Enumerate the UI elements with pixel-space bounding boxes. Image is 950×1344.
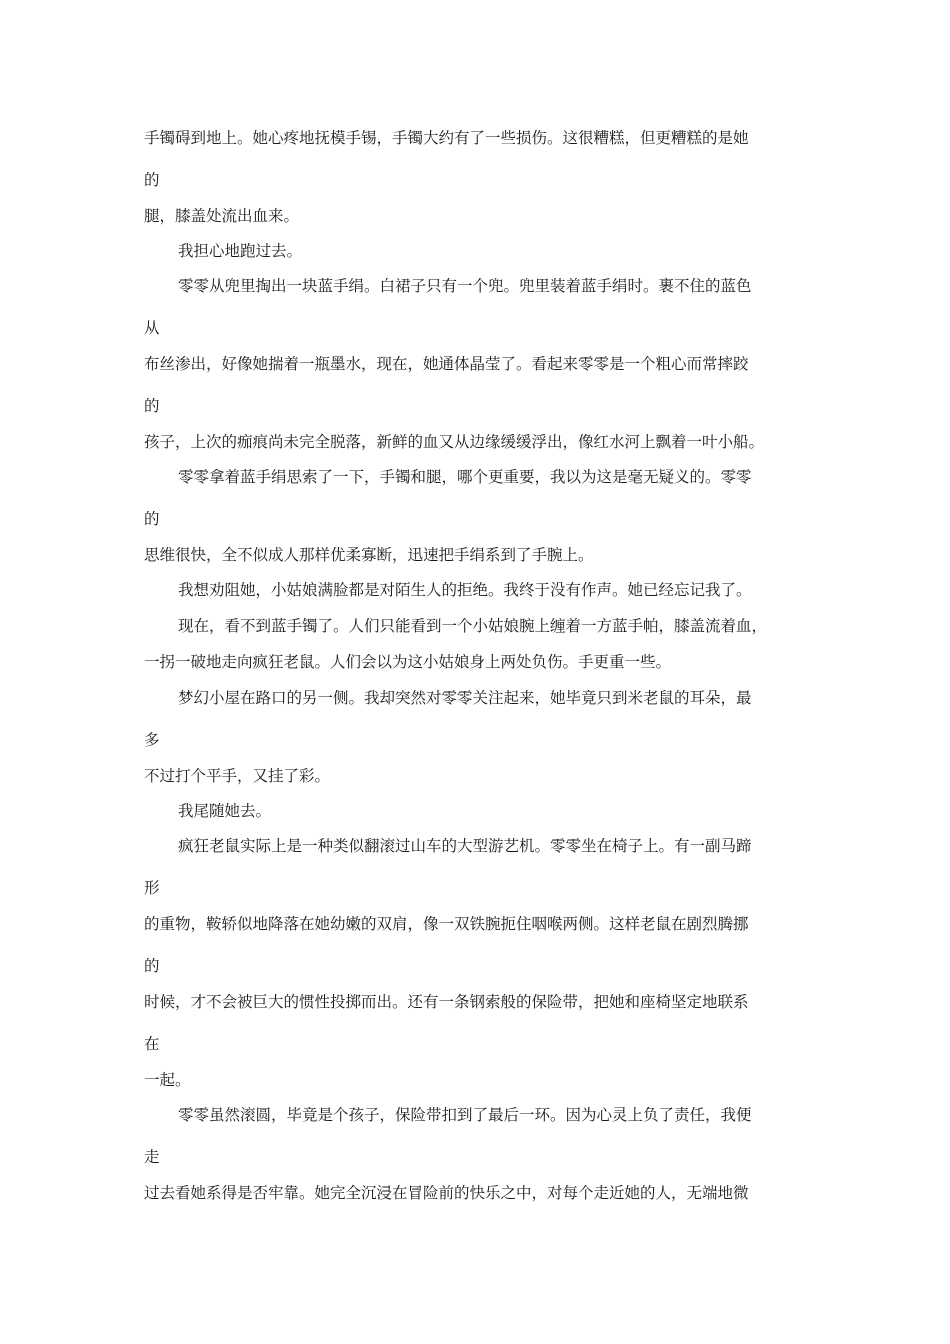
text-line: 零零虽然滚圆，毕竟是个孩子，保险带扣到了最后一环。因为心灵上负了责任，我便 <box>178 1106 752 1124</box>
text-line: 的重物，鞍轿似地降落在她幼嫩的双肩，像一双铁腕扼住咽喉两侧。这样老鼠在剧烈腾挪 <box>144 915 749 933</box>
text-line: 腿，膝盖处流出血来。 <box>144 207 300 225</box>
text-line: 从 <box>144 319 160 337</box>
text-line: 的 <box>144 397 160 415</box>
text-line: 走 <box>144 1148 160 1166</box>
text-line: 一拐一破地走向疯狂老鼠。人们会以为这小姑娘身上两处负伤。手更重一些。 <box>144 653 672 671</box>
text-line: 手镯碍到地上。她心疼地抚模手锡，手镯大约有了一些损伤。这很糟糕，但更糟糕的是她 <box>144 129 749 147</box>
text-line: 时候，才不会被巨大的惯性投掷而出。还有一条钢索般的保险带，把她和座椅坚定地联系 <box>144 993 749 1011</box>
text-line: 零零从兜里掏出一块蓝手绢。白裙子只有一个兜。兜里装着蓝手绢时。裹不住的蓝色 <box>178 277 752 295</box>
text-line: 形 <box>144 879 160 897</box>
text-line: 的 <box>144 171 160 189</box>
text-line: 我尾随她去。 <box>178 802 272 820</box>
text-line: 孩子，上次的痂痕尚未完全脱落，新鲜的血又从边缘缓缓浮出，像红水河上飘着一叶小船。 <box>144 433 765 451</box>
text-line: 过去看她系得是否牢靠。她完全沉浸在冒险前的快乐之中，对每个走近她的人，无端地微 <box>144 1184 749 1202</box>
text-line: 一起。 <box>144 1071 191 1089</box>
text-line: 我担心地跑过去。 <box>178 242 303 260</box>
text-line: 疯狂老鼠实际上是一种类似翻滚过山车的大型游艺机。零零坐在椅子上。有一副马蹄 <box>178 837 752 855</box>
text-line: 布丝渗出，好像她揣着一瓶墨水，现在，她通体晶莹了。看起来零零是一个粗心而常摔跤 <box>144 355 749 373</box>
text-line: 的 <box>144 510 160 528</box>
text-line: 在 <box>144 1035 160 1053</box>
text-line: 我想劝阻她，小姑娘满脸都是对陌生人的拒绝。我终于没有作声。她已经忘记我了。 <box>178 581 752 599</box>
text-line: 零零拿着蓝手绢思索了一下，手镯和腿，哪个更重要，我以为这是毫无疑义的。零零 <box>178 468 752 486</box>
text-line: 思维很快，全不似成人那样优柔寡断，迅速把手绢系到了手腕上。 <box>144 546 594 564</box>
text-line: 的 <box>144 957 160 975</box>
text-line: 不过打个平手，又挂了彩。 <box>144 767 331 785</box>
text-line: 多 <box>144 731 160 749</box>
text-line: 梦幻小屋在路口的另一侧。我却突然对零零关注起来，她毕竟只到米老鼠的耳朵，最 <box>178 689 752 707</box>
text-line: 现在，看不到蓝手镯了。人们只能看到一个小姑娘腕上缠着一方蓝手帕，膝盖流着血， <box>178 617 768 635</box>
